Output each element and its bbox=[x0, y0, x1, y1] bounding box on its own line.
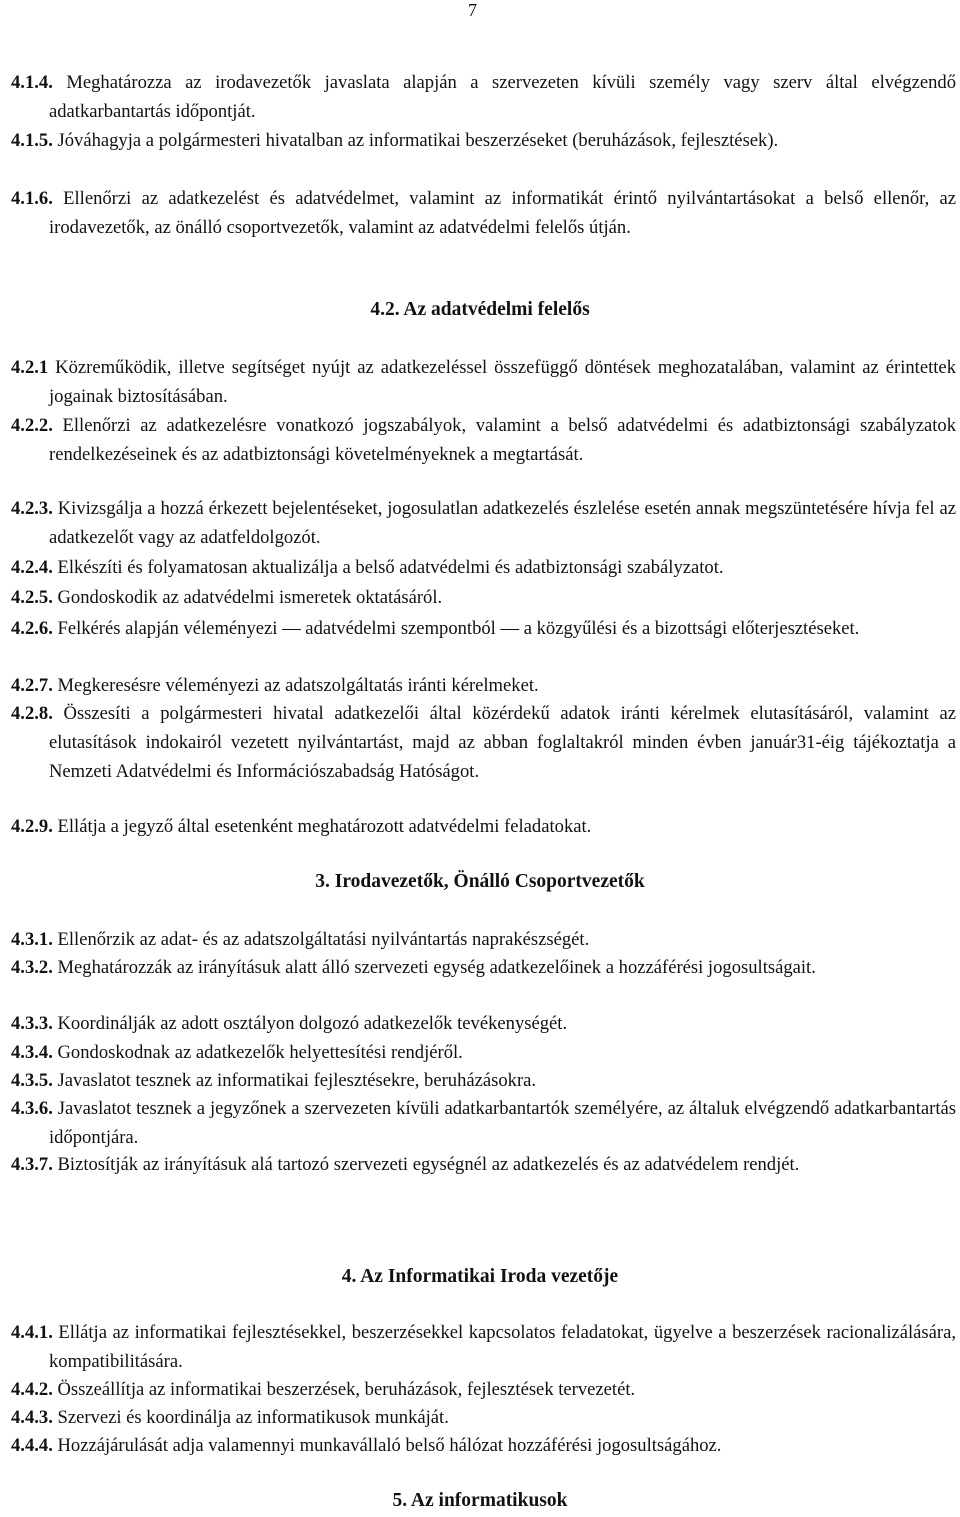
item-number: 4.2.3. bbox=[11, 498, 53, 519]
list-item bbox=[11, 1375, 956, 1404]
list-item bbox=[11, 953, 956, 982]
item-text: Gondoskodnak az adatkezelők helyettesítési rendjéről. bbox=[57, 1042, 463, 1063]
list-item bbox=[11, 1318, 956, 1376]
item-number: 4.2.1 bbox=[11, 357, 49, 378]
section-heading-3: 3. Irodavezetők, Önálló Csoportvezetők bbox=[315, 871, 645, 892]
list-item bbox=[11, 1066, 956, 1095]
list-item bbox=[11, 1094, 956, 1152]
item-number: 4.3.3. bbox=[11, 1013, 53, 1034]
list-item bbox=[11, 411, 956, 469]
list-item bbox=[11, 353, 956, 411]
item-number: 4.1.4. bbox=[11, 72, 53, 93]
item-text: Ellátja a jegyző által esetenként meghatározott adatvédelmi feladatokat. bbox=[57, 816, 592, 837]
list-item bbox=[11, 699, 956, 786]
item-text: Felkérés alapján véleményezi — adatvédelmi szempontból — a közgyűlési és a bizottsági előterjesztéseket. bbox=[57, 618, 860, 639]
item-text: Ellátja az informatikai fejlesztésekkel, beszerzésekkel kapcsolatos feladatokat, ügyelve a beszerzések racionalizálására, kompatibilitására. bbox=[49, 1322, 956, 1372]
item-text: Megkeresésre véleményezi az adatszolgáltatás iránti kérelmeket. bbox=[57, 675, 539, 696]
item-number: 4.3.1. bbox=[11, 929, 53, 950]
list-item bbox=[11, 671, 956, 700]
item-text: Ellenőrzik az adat- és az adatszolgáltatási nyilvántartás naprakészségét. bbox=[57, 929, 590, 950]
list-item bbox=[11, 614, 956, 643]
item-text: Ellenőrzi az adatkezelést és adatvédelmet, valamint az informatikát érintő nyilvántartásokat a belső ellenőr, az irodavezetők, az önálló csoportvezetők, valamint az adatvédelmi felelős útján. bbox=[49, 188, 957, 238]
item-number: 4.3.2. bbox=[11, 957, 53, 978]
item-text: Ellenőrzi az adatkezelésre vonatkozó jogszabályok, valamint a belső adatvédelmi és adatbiztonsági szabályzatok rendelkezéseinek és az adatbiztonsági követelményeknek a megtartását. bbox=[49, 415, 956, 465]
list-item bbox=[11, 1431, 956, 1460]
list-item bbox=[11, 925, 956, 954]
list-item bbox=[11, 184, 956, 242]
list-item bbox=[11, 68, 956, 126]
list-item bbox=[11, 812, 956, 841]
section-heading-5: 5. Az informatikusok bbox=[392, 1490, 568, 1511]
item-number: 4.3.4. bbox=[11, 1042, 53, 1063]
item-text: Meghatározzák az irányításuk alatt álló szervezeti egység adatkezelőinek a hozzáférési jogosultságait. bbox=[57, 957, 816, 978]
item-text: Elkészíti és folyamatosan aktualizálja a belső adatvédelmi és adatbiztonsági szabályzatot. bbox=[57, 557, 724, 578]
item-text: Kivizsgálja a hozzá érkezett bejelentéseket, jogosulatlan adatkezelés észlelése esetén annak megszüntetésére hívja fel az adatkezelőt vagy az adatfeldolgozót. bbox=[49, 498, 956, 548]
item-number: 4.2.7. bbox=[11, 675, 53, 696]
item-number: 4.2.5. bbox=[11, 587, 53, 608]
item-text: Jóváhagyja a polgármesteri hivatalban az informatikai beszerzéseket (beruházások, fejlesztések). bbox=[57, 130, 779, 151]
item-number: 4.2.2. bbox=[11, 415, 53, 436]
item-number: 4.2.8. bbox=[11, 703, 53, 724]
list-item bbox=[11, 553, 956, 582]
item-number: 4.4.1. bbox=[11, 1322, 53, 1343]
item-text: Koordinálják az adott osztályon dolgozó adatkezelők tevékenységét. bbox=[57, 1013, 568, 1034]
item-text: Összesíti a polgármesteri hivatal adatkezelői által közérdekű adatok iránti kérelmek elutasításáról, valamint az elutasítások indokairól vezetett nyilvántartást, majd az abban foglaltakról minden évben január31-éig tájékoztatja a Nemzeti Adatvédelmi és Információszabadság Hatóságot. bbox=[49, 703, 956, 782]
list-item bbox=[11, 1009, 956, 1038]
list-item bbox=[11, 1150, 956, 1179]
list-item bbox=[11, 126, 956, 155]
item-number: 4.3.5. bbox=[11, 1070, 53, 1091]
item-number: 4.3.6. bbox=[11, 1098, 53, 1119]
item-number: 4.4.4. bbox=[11, 1435, 53, 1456]
item-number: 4.2.6. bbox=[11, 618, 53, 639]
item-number: 4.1.6. bbox=[11, 188, 53, 209]
page-number: 7 bbox=[468, 0, 477, 20]
item-number: 4.1.5. bbox=[11, 130, 53, 151]
item-text: Meghatározza az irodavezetők javaslata alapján a szervezeten kívüli személy vagy szerv által elvégzendő adatkarbantartás időpontját. bbox=[49, 72, 956, 122]
item-text: Javaslatot tesznek a jegyzőnek a szervezeten kívüli adatkarbantartók személyére, az általuk elvégzendő adatkarbantartás időpontjára. bbox=[49, 1098, 956, 1148]
item-number: 4.2.9. bbox=[11, 816, 53, 837]
item-text: Gondoskodik az adatvédelmi ismeretek oktatásáról. bbox=[57, 587, 443, 608]
item-text: Javaslatot tesznek az informatikai fejlesztésekre, beruházásokra. bbox=[57, 1070, 537, 1091]
list-item bbox=[11, 1403, 956, 1432]
item-text: Szervezi és koordinálja az informatikusok munkáját. bbox=[57, 1407, 449, 1428]
item-number: 4.4.2. bbox=[11, 1379, 53, 1400]
item-text: Biztosítják az irányításuk alá tartozó szervezeti egységnél az adatkezelés és az adatvédelem rendjét. bbox=[57, 1154, 800, 1175]
section-heading-4: 4. Az Informatikai Iroda vezetője bbox=[341, 1266, 619, 1287]
item-text: Közreműködik, illetve segítséget nyújt az adatkezeléssel összefüggő döntések meghozatalában, valamint az érintettek jogainak biztosításában. bbox=[49, 357, 956, 407]
section-heading-4-2: 4.2. Az adatvédelmi felelős bbox=[370, 299, 590, 320]
item-number: 4.3.7. bbox=[11, 1154, 53, 1175]
item-text: Hozzájárulását adja valamennyi munkavállaló belső hálózat hozzáférési jogosultságához. bbox=[57, 1435, 722, 1456]
item-number: 4.4.3. bbox=[11, 1407, 53, 1428]
item-number: 4.2.4. bbox=[11, 557, 53, 578]
list-item bbox=[11, 494, 956, 552]
list-item bbox=[11, 583, 956, 612]
item-text: Összeállítja az informatikai beszerzések, beruházások, fejlesztések tervezetét. bbox=[57, 1379, 636, 1400]
list-item bbox=[11, 1038, 956, 1067]
